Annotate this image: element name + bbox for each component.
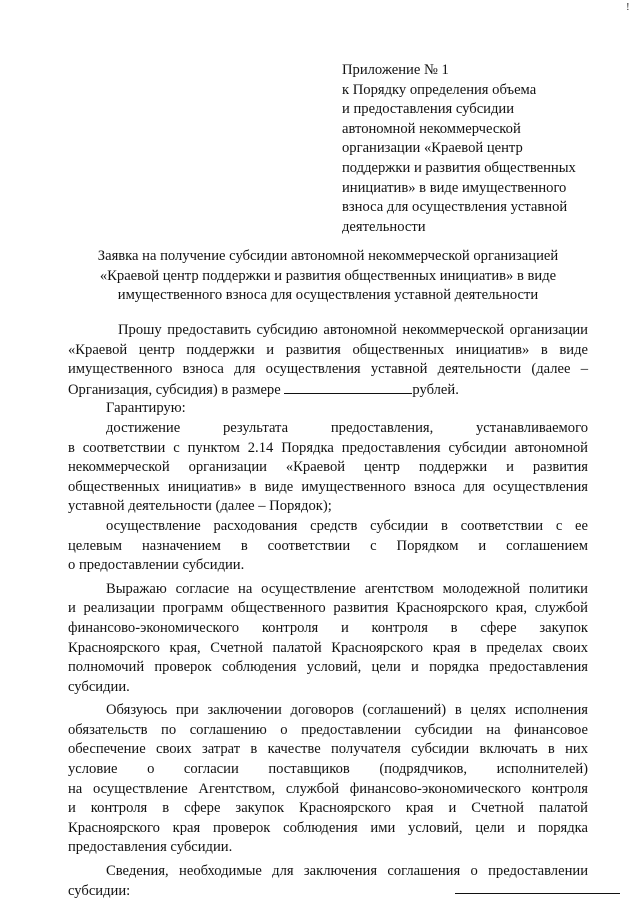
appendix-line: организации «Краевой центр: [342, 140, 523, 157]
paragraph-line: осуществление расходования средств субсидии в соответствии с ее: [106, 517, 588, 534]
amount-line: [68, 380, 588, 400]
paragraph-line: обеспечение своих затрат в качестве получателя субсидии включать в них: [68, 741, 588, 758]
amount-blank-field[interactable]: [284, 380, 412, 394]
title-line: «Краевой центр поддержки и развития общественных инициатив» в виде: [99, 267, 557, 284]
paragraph-line: в соответствии с пунктом 2.14 Порядка предоставления субсидии автономной: [68, 439, 588, 456]
title-line: Заявка на получение субсидии автономной некоммерческой организацией: [97, 248, 559, 264]
title-line: имущественного взноса для осуществления уставной деятельности: [117, 287, 539, 304]
paragraph-line: достижение результата предоставления, устанавливаемого: [106, 419, 588, 436]
paragraph-line: Сведения, необходимые для заключения соглашения о предоставлении: [106, 863, 588, 880]
paragraph-line: субсидии:: [68, 882, 131, 899]
paragraph-line: полномочий проверок соблюдения условий, цели и порядка предоставления: [68, 659, 588, 676]
paragraph-line: финансово-экономического контроля и контроля в сфере закупок: [68, 619, 588, 636]
appendix-line: автономной некоммерческой: [342, 120, 521, 137]
paragraph-line: субсидии.: [68, 678, 130, 695]
paragraph-line: «Краевой центр поддержки и развития общественных инициатив» в виде: [68, 341, 588, 358]
paragraph-line: Прошу предоставить субсидию автономной некоммерческой организации: [118, 322, 588, 338]
paragraph-line: имущественного взноса для осуществления уставной деятельности (далее –: [68, 361, 588, 378]
paragraph-line: некоммерческой организации «Краевой центр поддержки и развития: [68, 459, 588, 476]
paragraph-line: Обязуюсь при заключении договоров (соглашений) в целях исполнения: [106, 702, 588, 719]
appendix-line: деятельности: [342, 218, 426, 235]
appendix-line: Приложение № 1: [342, 62, 449, 78]
amount-suffix: рублей.: [412, 381, 459, 398]
guarantee-heading: Гарантирую:: [106, 400, 186, 417]
paragraph-line: обязательств по соглашению о предоставлении субсидии на финансовое: [68, 721, 588, 738]
paragraph-line: уставной деятельности (далее – Порядок);: [68, 498, 332, 515]
appendix-line: инициатив» в виде имущественного: [342, 179, 567, 196]
appendix-line: к Порядку определения объема: [342, 81, 537, 98]
paragraph-line: целевым назначением в соответствии с Порядком и соглашением: [68, 537, 588, 554]
paragraph-line: Красноярского края проверок соблюдения ими условий, цели и порядка: [68, 819, 588, 836]
paragraph-line: на осуществление Агентством, службой финансово-экономического контроля: [68, 780, 588, 797]
appendix-header: [342, 61, 612, 237]
paragraph-line: предоставления субсидии.: [68, 839, 233, 856]
amount-prefix: Организация, субсидия) в размере: [68, 381, 281, 398]
appendix-line: и предоставления субсидии: [342, 101, 515, 118]
paragraph-line: о предоставлении субсидии.: [68, 557, 245, 574]
page-mark: !: [626, 1, 630, 13]
paragraph-line: и контроля в сфере закупок Красноярского края и Счетной палатой: [68, 800, 588, 817]
paragraph-line: Красноярского края, Счетной палатой Красноярского края в пределах своих: [68, 639, 588, 656]
paragraph-line: Выражаю согласие на осуществление агентством молодежной политики: [106, 580, 588, 597]
document-title: [68, 247, 588, 306]
footer-divider: [455, 893, 620, 894]
appendix-line: взноса для осуществления уставной: [342, 199, 568, 216]
document-body: [68, 321, 588, 901]
paragraph-line: общественных инициатив» в виде имущественного взноса для осуществления: [68, 478, 588, 495]
appendix-line: поддержки и развития общественных: [342, 159, 576, 176]
paragraph-line: условие о согласии поставщиков (подрядчиков, исполнителей): [68, 761, 588, 778]
paragraph-line: и реализации программ общественного развития Красноярского края, службой: [68, 600, 588, 617]
